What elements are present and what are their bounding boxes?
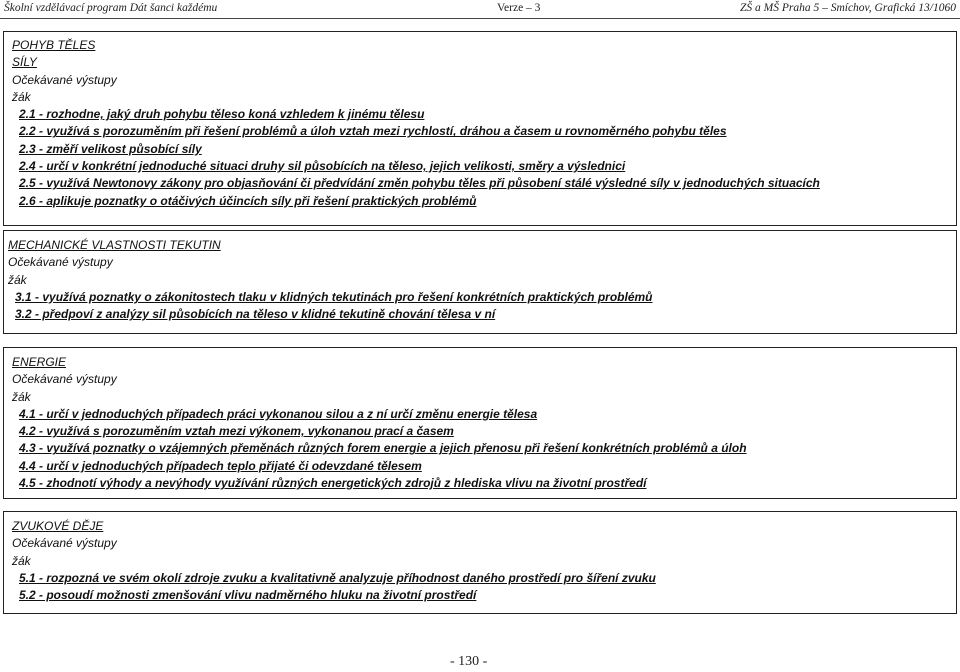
section-box-motion: [3, 31, 957, 226]
header-divider: [0, 18, 960, 19]
outcomes-label: Očekávané výstupy: [12, 372, 117, 387]
outcome-item: 4.1 - určí v jednoduchých případech práci vykonanou silou a z ní určí změnu energie tělesa: [19, 406, 538, 421]
pupil-label: žák: [12, 89, 31, 104]
pupil-label: žák: [12, 553, 31, 568]
outcome-item: 2.4 - určí v konkrétní jednoduché situaci druhy sil působících na těleso, jejich velikosti, směry a výslednici: [19, 159, 626, 174]
section-title: ENERGIE: [12, 355, 67, 369]
section-box-energy: [3, 347, 957, 499]
header-school-program: Školní vzdělávací program Dát šanci každému: [4, 2, 218, 14]
section-title: ZVUKOVÉ DĚJE: [12, 519, 104, 533]
header-version: Verze – 3: [497, 2, 541, 14]
outcome-item: 4.5 - zhodnotí výhody a nevýhody využívání různých energetických zdrojů z hlediska vlivu na životní prostředí: [19, 476, 647, 491]
outcomes-label: Očekávané výstupy: [12, 72, 117, 87]
section-title: POHYB TĚLES: [12, 38, 96, 52]
outcomes-label: Očekávané výstupy: [12, 536, 117, 551]
outcome-item: 3.2 - předpoví z analýzy sil působících na těleso v klidné tekutině chování tělesa v ní: [15, 307, 496, 322]
outcome-item: 2.2 - využívá s porozuměním při řešení problémů a úloh vztah mezi rychlostí, dráhou a časem u rovnoměrného pohybu těles: [19, 124, 727, 139]
outcome-item: 4.3 - využívá poznatky o vzájemných přeměnách různých forem energie a jejich přenosu při řešení konkrétních problémů a úloh: [19, 441, 747, 456]
outcome-item: 3.1 - využívá poznatky o zákonitostech tlaku v klidných tekutinách pro řešení konkrétních praktických problémů: [15, 289, 653, 304]
outcome-item: 4.2 - využívá s porozuměním vztah mezi výkonem, vykonanou prací a časem: [19, 424, 454, 439]
page-number: - 130 -: [450, 654, 488, 669]
outcome-item: 2.3 - změří velikost působící síly: [19, 141, 202, 156]
outcome-list: [12, 406, 956, 492]
outcome-item: 4.4 - určí v jednoduchých případech teplo přijaté či odevzdané tělesem: [19, 458, 422, 473]
outcomes-label: Očekávané výstupy: [8, 255, 113, 270]
outcome-list: [12, 106, 956, 210]
pupil-label: žák: [12, 389, 31, 404]
outcome-item: 2.6 - aplikuje poznatky o otáčivých účincích síly při řešení praktických problémů: [19, 193, 477, 208]
outcome-item: 5.2 - posoudí možnosti zmenšování vlivu nadměrného hluku na životní prostředí: [19, 588, 477, 603]
section-box-sound: [3, 511, 957, 614]
header-school-address: ZŠ a MŠ Praha 5 – Smíchov, Grafická 13/1060: [739, 2, 956, 14]
outcome-item: 2.5 - využívá Newtonovy zákony pro objasňování či předvídání změn pohybu těles při působení stálé výsledné síly v jednoduchých situacích: [19, 176, 820, 191]
outcome-list: [12, 570, 956, 605]
section-box-fluids: [3, 230, 957, 334]
pupil-label: žák: [8, 272, 27, 287]
page-header: [0, 0, 960, 20]
section-subtitle: SÍLY: [12, 55, 37, 70]
outcome-item: 5.1 - rozpozná ve svém okolí zdroje zvuku a kvalitativně analyzuje příhodnost daného prostředí pro šíření zvuku: [19, 570, 656, 585]
section-title: MECHANICKÉ VLASTNOSTI TEKUTIN: [8, 238, 221, 252]
outcome-list: [8, 289, 956, 324]
outcome-item: 2.1 - rozhodne, jaký druh pohybu těleso koná vzhledem k jinému tělesu: [19, 107, 425, 122]
